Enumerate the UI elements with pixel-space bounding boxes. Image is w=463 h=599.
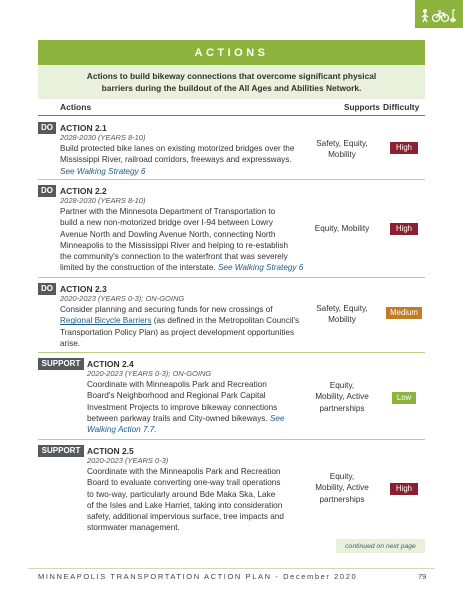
supports-text: Equity, Mobility xyxy=(314,224,370,233)
table-row xyxy=(38,441,425,537)
table-row xyxy=(38,181,425,276)
walking-action-link[interactable]: Walking Action 7.7. xyxy=(87,425,157,435)
action-years: 2028-2030 (YEARS 8-10) xyxy=(60,133,146,142)
action-years: 2020-2023 (YEARS 0-3); ON-GOING xyxy=(60,294,185,303)
action-years: 2020-2023 (YEARS 0-3); ON-GOING xyxy=(87,369,212,378)
action-title: ACTION 2.4 xyxy=(87,359,134,369)
action-years: 2028-2030 (YEARS 8-10) xyxy=(60,196,146,205)
action-description: Coordinate with the Minneapolis Park and Recreation Board to evaluate converting one-way trail operations to two-way, particularly around Bde Maka Ska, Lake of the Isles and Lake Harriet, taking into consideration safety, additional impervious surface, tree impacts and stormwater management. xyxy=(87,467,284,533)
column-header-supports: Supports xyxy=(344,103,380,112)
supports-text: Safety, Equity, Mobility xyxy=(316,139,368,160)
action-description: Partner with the Minnesota Department of Transportation to build a new non-motorized bridge over I-94 between Lowry Avenue North and Dowling Avenue North, connecting North Minneapolis to the Mississippi River and helping to re-establish the community's connection to the waterfront that was severely limited by the construction of the interstate. See Walking Strategy 6 xyxy=(60,207,304,273)
do-tag: DO xyxy=(38,283,56,295)
difficulty-badge: High xyxy=(390,142,418,154)
supports-text: Equity, Mobility, Active partnerships xyxy=(315,381,369,413)
row-divider xyxy=(38,179,425,180)
page-number: 79 xyxy=(418,572,427,581)
header-divider xyxy=(38,115,425,116)
action-years: 2020-2023 (YEARS 0-3) xyxy=(87,456,169,465)
section-title: ACTIONS xyxy=(38,40,425,65)
row-divider xyxy=(38,439,425,440)
footer-divider xyxy=(28,568,435,569)
action-description: Build protected bike lanes on existing motorized bridges over the Mississippi River, railroad corridors, freeways and expressways. See Walking Strategy 6 xyxy=(60,144,295,176)
difficulty-badge: Medium xyxy=(386,307,422,319)
footer-title: MINNEAPOLIS TRANSPORTATION ACTION PLAN - December 2020 xyxy=(38,572,358,581)
difficulty-badge: Low xyxy=(392,392,416,404)
regional-bicycle-barriers-link[interactable]: Regional Bicycle Barriers xyxy=(60,316,152,326)
bicycle-icon xyxy=(420,5,458,23)
action-title: ACTION 2.3 xyxy=(60,284,107,294)
table-row xyxy=(38,118,425,178)
action-title: ACTION 2.2 xyxy=(60,186,107,196)
supports-text: Equity, Mobility, Active partnerships xyxy=(315,472,369,504)
row-divider xyxy=(38,352,425,353)
difficulty-badge: High xyxy=(390,223,418,235)
table-row xyxy=(38,354,425,438)
intro-text: Actions to build bikeway connections that overcome significant physical barriers during the buildout of the All Ages and Abilities Network. xyxy=(38,65,425,99)
support-tag: SUPPORT xyxy=(38,445,84,457)
action-description: Consider planning and securing funds for new crossings of Regional Bicycle Barriers (as defined in the Metropolitan Council's Transportation Policy Plan) as project development opportunities arise. xyxy=(60,305,300,348)
walking-strategy-link[interactable]: Walking Strategy 6 xyxy=(76,166,146,176)
column-header-difficulty: Difficulty xyxy=(383,102,420,112)
action-description: Coordinate with Minneapolis Park and Recreation Board's Neighborhood and Regional Park Capital Investment Projects to improve bikeway connections between parkway trails and City-owned bikeways. See Walking Action 7.7. xyxy=(87,379,302,435)
action-title: ACTION 2.1 xyxy=(60,123,107,133)
table-row xyxy=(38,279,425,351)
do-tag: DO xyxy=(38,185,56,197)
support-tag: SUPPORT xyxy=(38,358,84,370)
action-title: ACTION 2.5 xyxy=(87,446,134,456)
do-tag: DO xyxy=(38,122,56,134)
column-header-actions: Actions xyxy=(60,102,92,112)
difficulty-badge: High xyxy=(390,483,418,495)
supports-text: Safety, Equity, Mobility xyxy=(316,304,368,325)
walking-strategy-link[interactable]: See Walking Strategy 6 xyxy=(217,263,304,273)
row-divider xyxy=(38,277,425,278)
continued-note: continued on next page xyxy=(336,539,425,553)
mode-icons-badge xyxy=(415,0,463,28)
